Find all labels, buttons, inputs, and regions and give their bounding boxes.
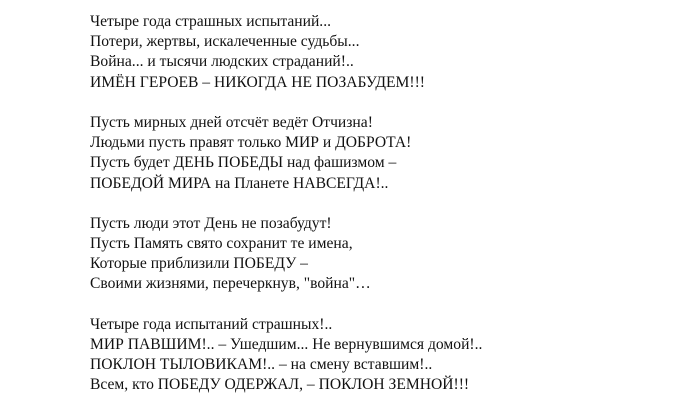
stanza-3 <box>90 214 690 295</box>
poem-line: Пусть Память свято сохранит те имена, <box>90 235 353 253</box>
poem-line: Своими жизнями, перечеркнув, "война"… <box>90 275 371 293</box>
poem-line: Всем, кто ПОБЕДУ ОДЕРЖАЛ, – ПОКЛОН ЗЕМНОЙ!!! <box>90 376 470 394</box>
stanza-4 <box>90 315 690 396</box>
poem-line: Людьми пусть правят только МИР и ДОБРОТА! <box>90 134 412 152</box>
poem-line: ПОКЛОН ТЫЛОВИКАМ!.. – на смену вставшим!.. <box>90 356 433 374</box>
poem-line: ПОБЕДОЙ МИРА на Планете НАВСЕГДА!.. <box>90 174 389 192</box>
stanza-1 <box>90 12 690 93</box>
poem-line: Которые приблизили ПОБЕДУ – <box>90 255 308 273</box>
poem-line: Война... и тысячи людских страданий!.. <box>90 53 354 71</box>
poem-line: Потери, жертвы, искалеченные судьбы... <box>90 33 360 51</box>
poem-line: Пусть будет ДЕНЬ ПОБЕДЫ над фашизмом – <box>90 154 397 172</box>
stanza-2 <box>90 113 690 194</box>
poem-line: Пусть люди этот День не позабудут! <box>90 214 332 232</box>
poem-line: ИМЁН ГЕРОЕВ – НИКОГДА НЕ ПОЗАБУДЕМ!!! <box>90 73 425 91</box>
poem-line: Четыре года испытаний страшных!.. <box>90 315 333 333</box>
poem-text <box>90 12 690 396</box>
poem-line: МИР ПАВШИМ!.. – Ушедшим... Не вернувшимся домой!.. <box>90 336 483 353</box>
poem-line: Четыре года страшных испытаний... <box>90 13 331 30</box>
poem-line: Пусть мирных дней отсчёт ведёт Отчизна! <box>90 113 373 131</box>
